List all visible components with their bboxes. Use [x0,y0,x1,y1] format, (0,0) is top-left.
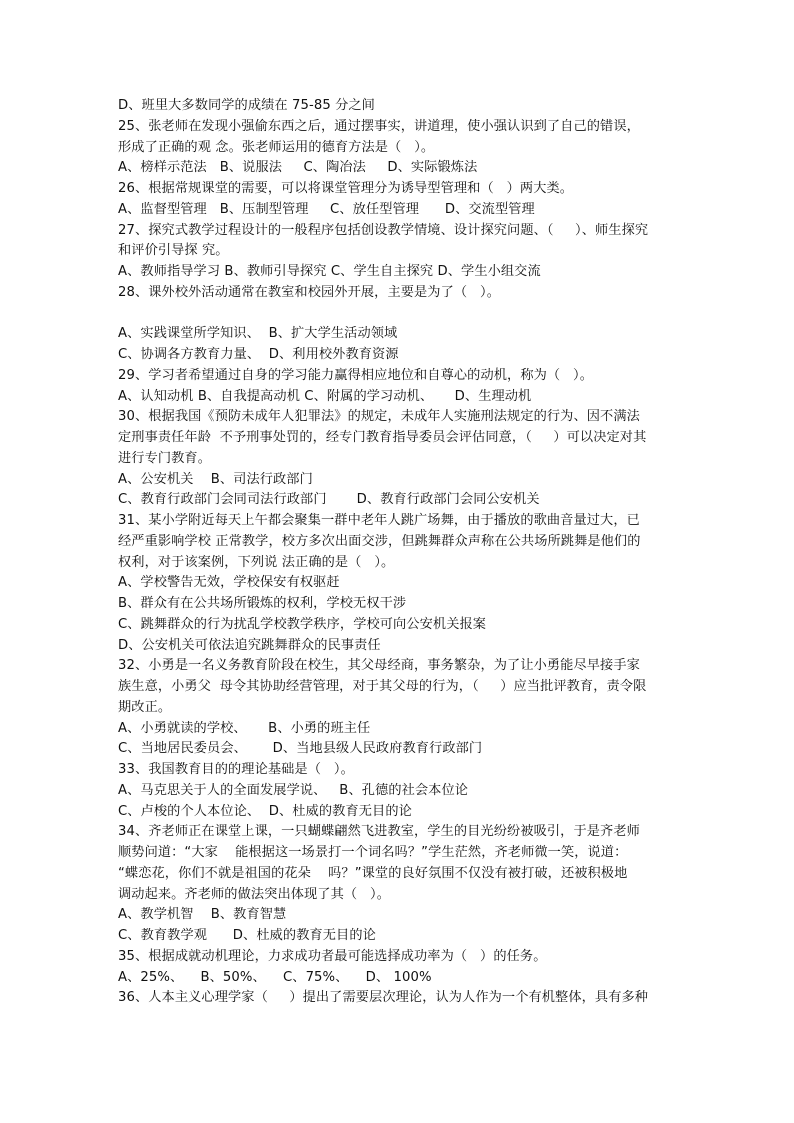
text-line: C、当地居民委员会、 D、当地县级人民政府教育行政部门 [118,741,483,757]
text-line: 权利，对于该案例，下列说 法正确的是（ ）。 [118,554,395,570]
text-line: 形成了正确的观 念。张老师运用的德育方法是（ ）。 [118,139,435,155]
text-line: 25、张老师在发现小强偷东西之后，通过摆事实，讲道理，使小强认识到了自己的错误， [118,118,640,134]
text-line: 28、课外校外活动通常在教室和校园外开展，主要是为了（ ）。 [118,284,501,300]
text-line: A、25%、 B、50%、 C、75%、 D、 100% [118,969,432,985]
text-line: 顺势问道：“大家 能根据这一场景打一个词名吗？”学生茫然，齐老师微一笑，说道： [118,845,628,860]
text-line: D、班里大多数同学的成绩在 75-85 分之间 [118,98,375,113]
text-line: 经严重影响学校 正常教学，校方多次出面交涉，但跳舞群众声称在公共场所跳舞是他们的 [118,533,641,549]
text-line: A、教学机智 B、教育智慧 [118,907,287,923]
text-line: C、跳舞群众的行为扰乱学校教学秩序，学校可向公安机关报案 [118,616,487,632]
text-line: A、监督型管理 B、压制型管理 C、放任型管理 D、交流型管理 [118,201,535,217]
text-line: 进行专门教育。 [118,450,212,466]
text-line: A、小勇就读的学校、 B、小勇的班主任 [118,720,371,736]
text-line: 30、根据我国《预防未成年人犯罪法》的规定，未成年人实施刑法规定的行为、因不满法 [118,409,640,425]
text-line: C、教育教学观 D、杜威的教育无目的论 [118,928,376,943]
text-line: B、群众有在公共场所锻炼的权利，学校无权干涉 [118,596,407,611]
text-line: C、教育行政部门会同司法行政部门 D、教育行政部门会同公安机关 [118,492,540,508]
text-line: A、马克思关于人的全面发展学说、 B、孔德的社会本位论 [118,782,469,798]
text-line: 定刑事责任年龄 不予刑事处罚的，经专门教育指导委员会评估同意，（ ）可以决定对其 [118,430,647,445]
text-line: C、卢梭的个人本位论、 D、杜威的教育无目的论 [118,803,412,819]
text-line: 和评价引导探 究。 [118,243,229,259]
text-line: 期改正。 [118,699,172,715]
text-line: 34、齐老师正在课堂上课，一只蝴蝶翩然飞进教室，学生的目光纷纷被吸引，于是齐老师 [118,824,640,840]
text-line: 33、我国教育目的的理论基础是（ ）。 [118,762,354,777]
text-line: 族生意，小勇父 母令其协助经营管理，对于其父母的行为，（ ）应当批评教育，责令限 [118,679,647,694]
text-line: “蝶恋花，你们不就是祖国的花朵 吗？”课堂的良好氛围不仅没有被打破，还被积极地 [118,865,628,881]
text-line: 27、探究式教学过程设计的一般程序包括创设教学情境、设计探究问题、（ ）、师生探究 [118,222,649,238]
text-line: A、榜样示范法 B、说服法 C、陶冶法 D、实际锻炼法 [118,160,478,176]
text-line: A、认知动机 B、自我提高动机 C、附属的学习动机、 D、生理动机 [118,388,532,404]
text-line: C、协调各方教育力量、 D、利用校外教育资源 [118,347,399,362]
text-line: 32、小勇是一名义务教育阶段在校生，其父母经商，事务繁杂，为了让小勇能尽早接手家 [118,658,640,674]
text-line: A、公安机关 B、司法行政部门 [118,471,313,487]
text-line: D、公安机关可依法追究跳舞群众的民事责任 [118,637,381,653]
text-line: 29、学习者希望通过自身的学习能力赢得相应地位和自尊心的动机，称为（ ）。 [118,367,594,383]
text-line: 26、根据常规课堂的需要，可以将课堂管理分为诱导型管理和（ ）两大类。 [118,181,574,196]
text-line: 调动起来。齐老师的做法突出体现了其（ ）。 [118,886,391,902]
text-line: A、教师指导学习 B、教师引导探究 C、学生自主探究 D、学生小组交流 [118,264,541,279]
text-line: 31、某小学附近每天上午都会聚集一群中老年人跳广场舞，由于播放的歌曲音量过大，已 [118,513,640,528]
text-line: A、学校警告无效，学校保安有权驱赶 [118,575,340,591]
text-line: 36、人本主义心理学家（ ）提出了需要层次理论，认为人作为一个有机整体，具有多种 [118,990,649,1006]
text-line: 35、根据成就动机理论，力求成功者最可能选择成功率为（ ）的任务。 [118,948,547,964]
text-line: A、实践课堂所学知识、 B、扩大学生活动领域 [118,326,398,342]
